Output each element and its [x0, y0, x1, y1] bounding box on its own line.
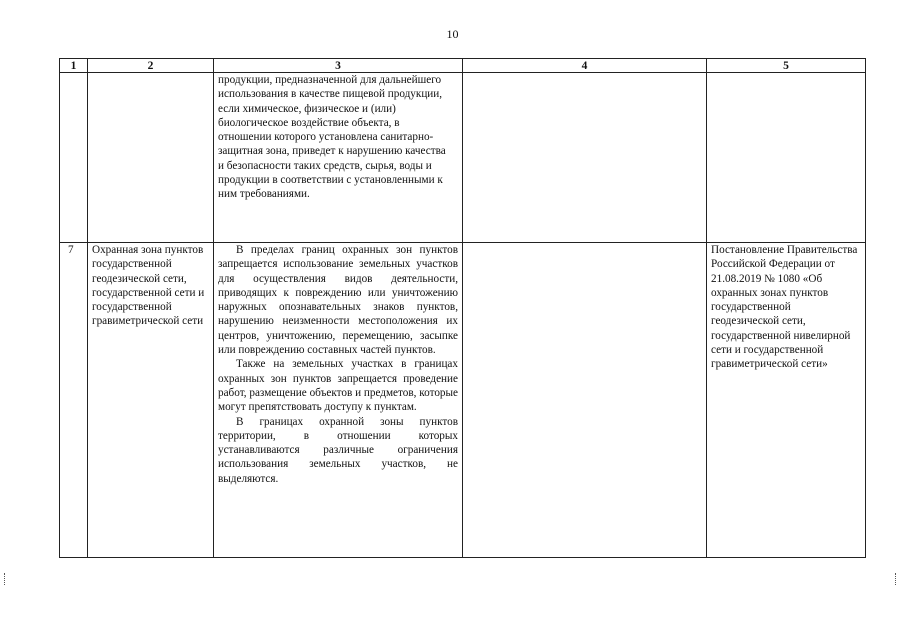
header-col-1: 1 [60, 59, 88, 73]
header-col-2: 2 [88, 59, 214, 73]
restriction-cell [214, 73, 463, 243]
header-col-3: 3 [214, 59, 463, 73]
basis-cell [707, 73, 866, 243]
table-row [60, 73, 866, 243]
scan-mark-right [895, 573, 902, 585]
restriction-paragraph: продукции, предназначенной для дальнейшего использования в качестве пищевой продукции, если химическое, физическое и (или) биологическое воздействие объекта, в отношении которого установлена санитарно-защитная зона, приведет к нарушению качества и безопасности таких средств, сырья, воды и продукции в соответствии с установленными к ним требованиями. [218, 74, 446, 201]
zone-name-cell: Охранная зона пунктов государственной геодезической сети, государственной сети и государственной гравиметрической сети [88, 243, 214, 558]
row-number: 7 [60, 243, 88, 558]
restriction-paragraph: Также на земельных участках в границах охранных зон пунктов запрещается проведение работ, размещение объектов и предметов, которые могут препятствовать доступу к пунктам. [218, 358, 458, 414]
restriction-cell [214, 243, 463, 558]
table-header-row [60, 59, 866, 73]
table-row [60, 243, 866, 558]
header-col-4: 4 [463, 59, 707, 73]
page-number: 10 [446, 27, 459, 41]
col4-cell [463, 243, 707, 558]
zone-name-cell [88, 73, 214, 243]
basis-cell: Постановление Правительства Российской Федерации от 21.08.2019 № 1080 «Об охранных зонах пунктов государственной геодезической сети, государственной нивелирной сети и государственной гравиметрической сети» [707, 243, 866, 558]
restrictions-table [59, 58, 866, 558]
scan-mark-left [4, 573, 11, 585]
header-col-5: 5 [707, 59, 866, 73]
restriction-paragraph: В пределах границ охранных зон пунктов запрещается использование земельных участков для осуществления видов деятельности, приводящих к повреждению или уничтожению наружных опознавательных знаков пунктов, нарушению неизменности местоположения их центров, уничтожению, перемещению, засыпке или повреждению составных частей пунктов. [218, 244, 458, 357]
col4-cell [463, 73, 707, 243]
restriction-paragraph: В границах охранной зоны пунктов территории, в отношении которых устанавливаются различные ограничения использования земельных участков, не выделяются. [218, 415, 458, 485]
row-number [60, 73, 88, 243]
